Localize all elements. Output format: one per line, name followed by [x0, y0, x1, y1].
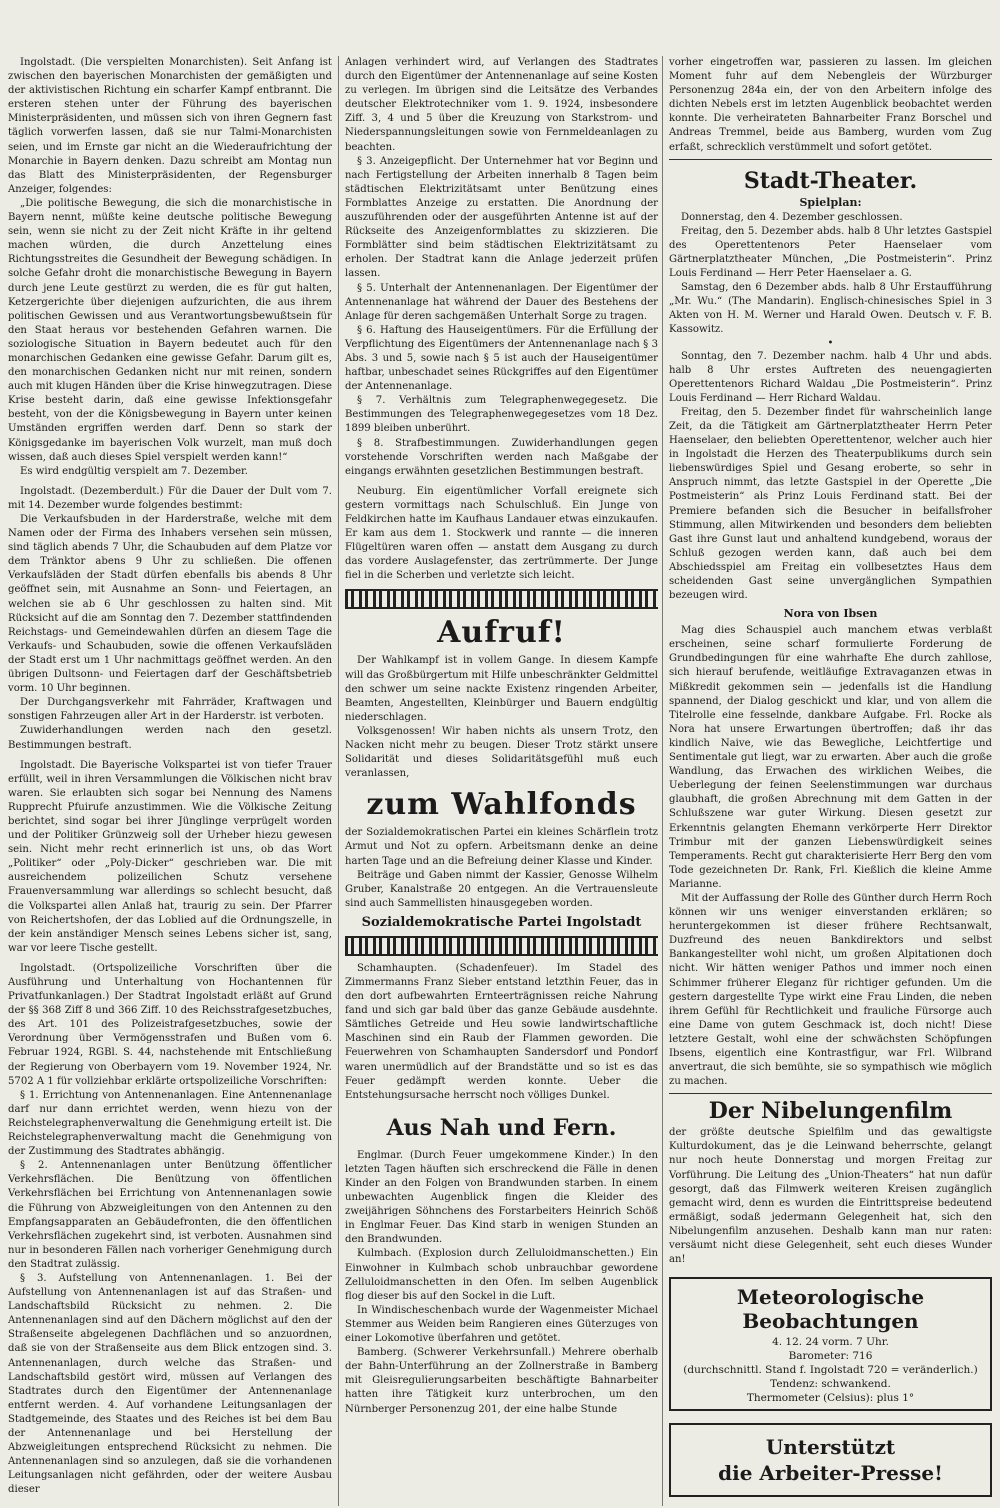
paragraph: Englmar. (Durch Feuer umgekommene Kinder.) In den letzten Tagen häuften sich erschreckend die Fälle in denen Kinder an den Folgen von Brandwunden starben. In einem unbewachten Augenblick fingen die Kleider des zweijährigen Söhnchens des Forstarbeiters Heinrich Schöß in Englmar Feuer. Das Kind starb in wenigen Stunden an den Brandwunden.: [345, 1149, 658, 1246]
paragraph: § 8. Strafbestimmungen. Zuwiderhandlungen gegen vorstehende Vorschriften werden nach Maßgabe der eingangs erwähnten gesetzlichen Bestimmungen bestraft.: [345, 437, 658, 477]
spielplan-label: Spielplan:: [799, 195, 862, 209]
paragraph: Bamberg. (Schwerer Verkehrsunfall.) Mehrere oberhalb der Bahn-Unterführung an der Zollnerstraße in Bamberg mit Gleisregulierungsarbeiten beschäftigte Bahnarbeiter hatten ihre Tätigkeit kurz unterbrochen, um den Nürnberger Personenzug 201, der eine halbe Stunde: [345, 1347, 658, 1415]
paragraph: § 1. Errichtung von Antennenanlagen. Eine Antennenanlage darf nur dann errichtet werden, wenn hiezu von der Reichstelegraphenverwaltung die Genehmigung erteilt ist. Die Reichstelegraphenverwaltung macht die Genehmigung von der Zustimmung des Stadtrates abhängig.: [8, 1089, 332, 1158]
aufruf-box: [345, 615, 658, 929]
article-aus-nah-und-fern: [345, 1149, 658, 1417]
paragraph: Es wird endgültig verspielt am 7. Dezember.: [20, 465, 248, 477]
meteo-barometer: Barometer: 716: [788, 1350, 873, 1363]
stadt-theater-section: [669, 168, 992, 604]
paragraph: Neuburg. Ein eigentümlicher Vorfall ereignete sich gestern vormittags nach Schulschluß. Ein Junge von Feldkirchen hatte im Kaufhaus Landauer etwas einzukaufen. Er kam aus dem 1. Stockwerk und rannte — die inneren Flügeltüren waren offen — anstatt dem Ausgang zu durch das vordere Auslagefenster, das zertrümmerte. Der Junge fiel in die Scherben und verletzte sich leicht.: [345, 485, 658, 582]
ornamental-border-top: [345, 589, 658, 609]
paragraph: Zuwiderhandlungen werden nach den gesetzl. Bestimmungen bestraft.: [8, 725, 332, 751]
paragraph: Ingolstadt. Die Bayerische Volkspartei ist von tiefer Trauer erfüllt, weil in ihren Versammlungen die Völkischen nicht brav waren. Sie erlaubten sich sogar bei Nennung des Namens Rupprecht Pfuirufe anzustimmen. Wie die Völkische Zeitung berichtet, sind sogar bei ihrer Jünglinge verprügelt worden und der Politiker Grünzweig soll der Urheber hiezu gewesen sein. Nicht mehr recht erinnerlich ist uns, ob das Wort „Politiker“ oder „Poly-Dicker“ geschrieben war. Die mit ausreichendem polizeilichen Schutz versehene Frauenversammlung war allerdings so schlecht besucht, daß die Volkspartei allen Anlaß hat, traurig zu sein. Der Pfarrer von Reichertshofen, der das Loblied auf die Ordnungszelle, in der kein anständiger Mensch seines Lebens sicher ist, sang, war vor leere Tische gestellt.: [8, 759, 332, 954]
paragraph: Der Wahlkampf ist in vollem Gange. In diesem Kampfe will das Großbürgertum mit Hilfe unbeschränkter Geldmittel den schwer um seine nackte Existenz ringenden Arbeiter, Beamten, Angestellten, Kleinbürger und Bauern endgültig niederschlagen.: [345, 655, 658, 723]
paragraph: Die Verkaufsbuden in der Harderstraße, welche mit dem Namen oder der Firma des Inhabers versehen sein müssen, sind täglich abends 7 Uhr, die Schaubuden auf dem Platze vor dem Tränktor abens 9 Uhr zu schließen. Die offenen Verkaufsläden der Stadt dürfen ebenfalls bis abends 8 Uhr geöffnet sein, mit Ausnahme an Sonn- und Feiertagen, an welchen sie ab 6 Uhr geschlossen zu halten sind. Mit Rücksicht auf die am Sonntag den 7. Dezember stattfindenden Reichstags- und Gemeindewahlen dürfen an diesem Tage die Verkaufs- und Schaubuden, sowie die offenen Verkaufsläden der Stadt erst um 1 Uhr nachmittags geöffnet werden. An den übrigen Dultsonn- und Feiertagen darf der Geschäftsbetrieb vorm. 10 Uhr beginnen.: [8, 514, 332, 695]
article-monarchisten: [8, 56, 332, 479]
paragraph: „Die politische Bewegung, die sich die monarchistische in Bayern nennt, müßte keine deutsche politische Bewegung sein, wenn sie nicht zu der Zeit nicht Kräfte in ihr geltend machen würden, die durch Anzettelung eines Richtungsstreites die Gesundheit der Bewegung schädigen. In solche Gefahr droht die monarchistische Bewegung in Bayern durch jene Leute gestürzt zu werden, die es für gut halten, Ketzergerichte über diejenigen aufzurichten, die aus ihrem politischen Gewissen und aus Verantwortungsbewußtsein für den Staat heraus vor bestehenden Gefahren warnen. Die soziologische Situation in Bayern bedeutet auch für den monarchischen Gedanken eine gewisse Gefahr. Darum gilt es, den monarchischen Gedanken nicht nur mit reinen, sondern auch mit klugen Händen über die Krise hinwegzutragen. Diese Krise besteht darin, daß eine gewisse Infektionsgefahr besteht, von der die Königsbewegung in Bayern unter keinen Umständen ergriffen werden darf. Denn so stark der Königsgedanke im bayerischen Volk wurzelt, man muß doch wissen, daß auch dieses Spiel verspielt werden kann!“: [8, 197, 332, 463]
paragraph: der Sozialdemokratischen Partei ein kleines Schärflein trotz Armut und Not zu opfern. Arbeitsmann denke an deine harten Tage und an die Befreiung deiner Klasse und Kinder.: [345, 827, 658, 867]
presse-line2: die Arbeiter-Presse!: [718, 1461, 943, 1486]
article-schamhaupten: [345, 962, 658, 1103]
paragraph: § 2. Antennenanlagen unter Benützung öffentlicher Verkehrsflächen. Die Benützung von öffentlichen Verkehrsflächen bei Errichtung von Antennenanlagen sowie die Führung von Abzweigleitungen von den Antennen zu den Empfangsapparaten an Gebäudefronten, die den öffentlichen Verkehrsflächen zugekehrt sind, ist verboten. Ausnahmen sind nur in besonderen Fällen nach vorheriger Genehmigung durch den Stadtrat zulässig.: [8, 1160, 332, 1270]
wahlfonds-headline: zum Wahlfonds: [366, 787, 637, 823]
meteo-date: 4. 12. 24 vorm. 7 Uhr.: [772, 1336, 889, 1349]
nibelungen-headline: Der Nibelungenfilm: [708, 1098, 953, 1125]
aufruf-headline: Aufruf!: [437, 615, 566, 651]
paragraph: Beiträge und Gaben nimmt der Kassier, Genosse Wilhelm Gruber, Kanalstraße 20 entgegen. An die Vertrauensleute sind auch Sammellisten hinausgegeben worden.: [345, 869, 658, 909]
article-antennen-vorschriften: [8, 962, 332, 1498]
meteo-stand: (durchschnittl. Stand f. Ingolstadt 720 = veränderlich.): [683, 1364, 978, 1377]
theater-entry: Freitag, den 5. Dezember findet für wahrscheinlich lange Zeit, da die Tätigkeit am Gärtnerplatztheater Herrn Peter Haenselaer, den beliebten Operettentenor, welcher auch hier in Ingolstadt die Herzen des Theaterpublikums durch sein liebenswürdiges Spiel und Gesang eroberte, so sehr in Anspruch nimmt, das letzte Gastspiel in der Operette „Die Postmeisterin“ als Prinz Louis Ferdinand statt. Bei der Premiere befanden sich die Besucher in beifallsfroher Stimmung, allen Mitwirkenden und besonders dem beliebten Gast ihre Gunst laut und anhaltend kundgebend, woraus der Schluß gezogen werden kann, daß auch bei dem Abschiedsspiel am Freitag ein vollbesetztes Haus dem scheidenden Gast seine unvergänglichen Sympathien bezeugen wird.: [669, 406, 992, 602]
article-neuburg: [345, 485, 658, 584]
theater-entry: Sonntag, den 7. Dezember nachm. halb 4 Uhr und abds. halb 8 Uhr erstes Auftreten des neuengagierten Operettentenors Richard Waldau „Die Postmeisterin“. Prinz Louis Ferdinand — Herr Richard Waldau.: [669, 350, 992, 404]
paragraph: Anlagen verhindert wird, auf Verlangen des Stadtrates durch den Eigentümer der Antennenanlage auf seine Kosten zu verlegen. Im übrigen sind die Leitsätze des Verbandes deutscher Elektrotechniker vom 1. 9. 1924, insbesondere Ziff. 3, 4 und 5 über die Kreuzung von Starkstrom- und Niederspannungsleitungen sowie von Fernmeldeanlagen zu beachten.: [345, 57, 658, 153]
ornamental-border-bottom: [345, 936, 658, 956]
article-volkspartei: [8, 759, 332, 956]
divider: [669, 1093, 992, 1094]
meteo-box: [669, 1277, 992, 1411]
meteo-headline: Meteorologische Beobachtungen: [736, 1285, 925, 1334]
theater-entry: Donnerstag, den 4. Dezember geschlossen.: [681, 211, 903, 223]
meteo-thermometer: Thermometer (Celsius): plus 1°: [746, 1392, 915, 1405]
meteo-tendenz: Tendenz: schwankend.: [770, 1378, 891, 1391]
nibelungen-section: [669, 1098, 992, 1267]
paragraph: Ingolstadt. (Ortspolizeiliche Vorschriften über die Ausführung und Unterhaltung von Hochantennen für Privatfunkanlagen.) Der Stadtrat Ingolstadt erläßt auf Grund der §§ 368 Ziff 8 und 366 Ziff. 10 des Reichsstrafgesetzbuches, des Art. 101 des Polizeistrafgesetzbuches, sowie der Verordnung über Vermögensstrafen und Bußen vom 6. Februar 1924, RGBl. S. 44, nachstehende mit Entschließung der Regierung von Oberbayern vom 19. November 1924, Nr. 5702 A 1 für vollziehbar erklärte ortspolizeiliche Vorschriften:: [8, 962, 332, 1087]
paragraph: der größte deutsche Spielfilm und das gewaltigste Kulturdokument, das je die Leinwand beherrschte, gelangt nur noch heute Donnerstag und morgen Freitag zur Vorführung. Die Leitung des „Union-Theaters“ hat nun dafür gesorgt, daß das Filmwerk weiteren Kreisen zugänglich gemacht wird, denn es wurden die Eintrittspreise bedeutend ermäßigt, sodaß jedermann Gelegenheit hat, sich den Nibelungenfilm anzusehen. Deshalb kann man nur raten: versäumt nicht diese Gelegenheit, seht euch dieses Wunder an!: [669, 1127, 992, 1266]
presse-line1: Unterstützt: [765, 1435, 896, 1460]
paragraph: Kulmbach. (Explosion durch Zelluloidmanschetten.) Ein Einwohner in Kulmbach schob unbrauchbar gewordene Zelluloidmanschetten in den Ofen. Im selben Augenblick flog dieser bis auf den Sockel in die Luft.: [345, 1248, 658, 1302]
paragraph: Ingolstadt. (Dezemberdult.) Für die Dauer der Dult vom 7. mit 14. Dezember wurde folgendes bestimmt:: [8, 485, 332, 511]
paragraph: § 7. Verhältnis zum Telegraphenwegegesetz. Die Bestimmungen des Telegraphenwegegesetzes vom 18 Dez. 1899 bleiben unberührt.: [345, 395, 658, 435]
paragraph: In Windischeschenbach wurde der Wagenmeister Michael Stemmer aus Weiden beim Rangieren eines Güterzuges von einer Lokomotive überfahren und getötet.: [345, 1304, 658, 1345]
arbeiter-presse-box: [669, 1423, 992, 1497]
paragraph: Mag dies Schauspiel auch manchem etwas verblaßt erscheinen, seine scharf formulierte Forderung de Grundbedingungen für eine wahrhafte Ehe durch zahllose, sich hierauf berufende, weitläufige Extravaganzen etwas in Mißkredit gekommen sein — jedenfalls ist die Handlung spannend, der Dialog geschickt und klar, und von allem die Titelrolle eine fesselnde, dankbare Aufgabe. Frl. Rocke als Nora hat unsere Erwartungen übertroffen; daß ihr das kindlich Naive, wie das Bewegliche, Leichtfertige und Sentimentale gut liegt, war zu erwarten. Aber auch die große Wandlung, das Erwachen des wirklichen Weibes, die Ueberlegung der feinen Seelenstimmungen war durchaus glaubhaft, die großen Abrechnung mit dem Gatten in der Schlußszene war guter Wirkung. Diesen gesetzt zur Erkenntnis gelangten Ehemann verkörperte Herr Direktor Trimbur mit der ganzen Liebenswürdigkeit seines Temperaments. Recht gut charakterisierte Herr Berg den vom Tode gezeichneten Dr. Rank, Frl. Kießlich die kleine Amme Marianne.: [669, 625, 992, 890]
column-left: [8, 56, 332, 1506]
paragraph: § 3. Anzeigepflicht. Der Unternehmer hat vor Beginn und nach Fertigstellung der Arbeiten innerhalb 8 Tagen beim städtischen Elektrizitätsamt unter Benützung eines Formblattes Anzeige zu erstatten. Die Anordnung der auszuführenden oder der ausgeführten Antenne ist auf der Rückseite des Anzeigenformblattes zu skizzieren. Die Formblätter sind beim städtischen Elektrizitätsamt zu erholen. Der Stadtrat kann die Anlage jederzeit prüfen lassen.: [345, 155, 658, 280]
nora-headline: Nora von Ibsen: [783, 607, 878, 621]
article-antennen-fortsetzung: [345, 56, 658, 479]
aus-nah-und-fern-headline: Aus Nah und Fern.: [386, 1114, 617, 1141]
paragraph: Volksgenossen! Wir haben nichts als unsern Trotz, den Nacken nicht mehr zu beugen. Dieser Trotz stärkt unsere Solidarität und dieses Solidaritätsgefühl muß euch veranlassen,: [345, 725, 658, 780]
divider: [669, 159, 992, 160]
paragraph: § 3. Aufstellung von Antennenanlagen. 1. Bei der Aufstellung von Antennenanlagen ist auf das Straßen- und Landschaftsbild Rücksicht zu nehmen. 2. Die Antennenanlagen sind auf den Dächern möglichst auf den der Straßenseite abgelegenen Dachflächen und so anzuordnen, daß sie von der Straßenseite aus dem Blick entzogen sind. 3. Antennenanlagen, durch welche das Straßen- und Landschaftsbild gestört wird, müssen auf Verlangen des Stadtrates durch den Eigentümer der Antennenanlage entfernt werden. 4. Auf vorhandene Leitungsanlagen der Stadtgemeinde, des Staates und des Reiches ist bei dem Bau der Antennenanlage und bei Herstellung der Abzweigleitungen entsprechend Rücksicht zu nehmen. Die Antennenanlagen sind so anzulegen, daß sie die vorhandenen Leitungsanlagen nicht gefährden, oder der weitere Ausbau dieser: [8, 1272, 332, 1496]
separator-dot: •: [827, 337, 834, 349]
party-signature: Sozialdemokratische Partei Ingolstadt: [361, 914, 642, 930]
paragraph: Ingolstadt. (Die verspielten Monarchisten). Seit Anfang ist zwischen den bayerischen Monarchisten der gemäßigten und der aktivistischen Richtung ein scharfer Kampf entbrannt. Die ersteren stehen unter der Führung des bayerischen Ministerpräsidenten, und müssen sich von ihren Gegnern fast täglich vorwerfen lassen, daß sie nur Talmi-Monarchisten seien, und im Ernste gar nicht an die Wiederaufrichtung der Monarchie in Bayern denken. Dazu schreibt am Montag nun das Blatt des Ministerpräsidenten, der Regensburger Anzeiger, folgendes:: [8, 57, 332, 195]
theater-entry: Samstag, den 6 Dezember abds. halb 8 Uhr Erstaufführung „Mr. Wu.“ (The Mandarin). Englisch-chinesisches Spiel in 3 Akten von H. M. Werner und Harald Owen. Deutsch v. F. B. Kassowitz.: [669, 282, 992, 336]
article-dezemberdult: [8, 485, 332, 753]
paragraph: vorher eingetroffen war, passieren zu lassen. Im gleichen Moment fuhr auf dem Nebengleis der Würzburger Personenzug 284a ein, der von den Arbeitern infolge des dichten Nebels erst im letzten Augenblick beobachtet werden konnte. Die verheirateten Bahnarbeiter Franz Borschel und Andreas Tremmel, beide aus Bamberg, wurden vom Zug erfaßt, schrecklich verstümmelt und sofort getötet.: [669, 57, 992, 153]
paragraph: Schamhaupten. (Schadenfeuer). Im Stadel des Zimmermanns Franz Sieber entstand letzthin Feuer, das in den dort aufbewahrten Ernteerträgnissen reiche Nahrung fand und sich gar bald über das ganze Gebäude ausdehnte. Sämtliches Getreide und Heu sowie landwirtschaftliche Maschinen sind ein Raub der Flammen geworden. Die Feuerwehren von Schamhaupten Sandersdorf und Pondorf waren unermüdlich auf der Brandstätte und so ist es das Feuer gedämpft werden konnte. Ueber die Entstehungsursache herrscht noch völliges Dunkel.: [345, 962, 658, 1101]
article-bamberg-fortsetzung: [669, 56, 992, 155]
paragraph: § 5. Unterhalt der Antennenanlagen. Der Eigentümer der Antennenanlage hat während der Dauer des Bestehens der Anlage für deren sachgemäßen Unterhalt Sorge zu tragen.: [345, 282, 658, 322]
column-middle: [338, 56, 658, 1506]
paragraph: Der Durchgangsverkehr mit Fahrräder, Kraftwagen und sonstigen Fahrzeugen aller Art in der Harderstr. ist verboten.: [8, 697, 332, 723]
theater-entry: Freitag, den 5. Dezember abds. halb 8 Uhr letztes Gastspiel des Operettentenors Peter Haenselaer vom Gärtnerplatztheater München, „Die Postmeisterin“. Prinz Louis Ferdinand — Herr Peter Haenselaer a. G.: [669, 225, 992, 280]
stadt-theater-headline: Stadt-Theater.: [743, 167, 918, 194]
paragraph: § 6. Haftung des Hauseigentümers. Für die Erfüllung der Verpflichtung des Eigentümers der Antennenanlage nach § 3 Abs. 3 und 5, sowie nach § 5 ist auch der Hauseigentümer haftbar, unbeschadet seines Rückgriffes auf den Eigentümer der Antennenanlage.: [345, 324, 658, 393]
paragraph: Mit der Auffassung der Rolle des Günther durch Herrn Roch können wir uns weniger einverstanden erklären; so heruntergekommen ist dieser frühere Rechtsanwalt, Duzfreund des neuen Bankdirektors und selbst Bankangestellter wohl nicht, um großen Alpitationen doch nicht. Wir hätten weniger Pathos und immer noch einen Schimmer früherer Eleganz für richtiger gefunden. Um die gestern dargestellte Type wirkt eine Frau Linden, die neben ihrem Gefühl für Rechtlichkeit und frauliche Fürsorge auch eine Dame von gutem Geschmack ist, doch nicht! Diese letztere Gestalt, wohl eine der schwächsten Schöpfungen Ibsens, eigentlich eine Kontrastfigur, war Frl. Wilbrand anvertraut, die sich bemühte, sie so sympathisch wie möglich zu machen.: [669, 892, 992, 1088]
nora-review: [669, 607, 992, 1089]
column-right: [662, 56, 992, 1506]
